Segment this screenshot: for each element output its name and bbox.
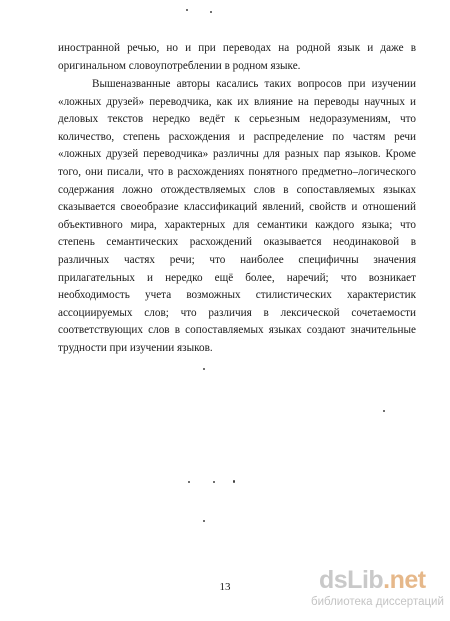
- scan-speck: [203, 368, 205, 370]
- text-line: степень семантических расхождений оказывается неодинаковой в: [58, 236, 416, 249]
- scan-speck: [188, 481, 190, 483]
- text-line: того, они писали, что в расхождениях понятного предметно–логического: [58, 165, 416, 178]
- text-line: объективного мира, характерных для семантики каждого языка; что: [58, 218, 416, 231]
- text-line: деловых текстов нередко ведёт к серьезным недоразумениям, что: [58, 113, 416, 126]
- text-line: оригинальном словоупотреблении в родном языке.: [58, 59, 301, 72]
- watermark-logo-main: dsLib: [319, 566, 384, 594]
- text-line: количество, степень расхождения и распределение по частям речи: [58, 130, 416, 143]
- scan-speck: [203, 520, 205, 522]
- page-number: 13: [219, 581, 231, 593]
- watermark-subtitle: библиотека диссертаций: [311, 596, 444, 608]
- watermark: [311, 566, 446, 616]
- text-line: «ложных друзей» переводчика, как их влияние на переводы научных и: [58, 95, 416, 108]
- text-line: прилагательных и нередко ещё более, наречий; что возникает: [58, 271, 416, 284]
- scan-speck: [186, 9, 188, 11]
- paragraph-2: [58, 76, 416, 358]
- scan-speck: [213, 481, 215, 483]
- text-line: Вышеназванные авторы касались таких вопросов при изучении: [92, 78, 416, 90]
- paragraph-1: [58, 40, 416, 75]
- watermark-logo-suffix: .net: [383, 566, 426, 594]
- text-line: «ложных друзей переводчика» различны для разных пар языков. Кроме: [58, 148, 416, 161]
- text-line: иностранной речью, но и при переводах на родной язык и даже в: [58, 42, 416, 54]
- scan-speck: [383, 410, 385, 412]
- scan-speck: [210, 11, 212, 13]
- text-line: сказывается своеобразие классификаций явлений, свойств и отношений: [58, 201, 416, 214]
- text-line: различных частях речи; что наиболее специфичны значения: [58, 253, 416, 266]
- scan-speck: [233, 480, 235, 483]
- watermark-logo: [319, 566, 426, 595]
- text-line: необходимость учета возможных стилистических характеристик: [58, 289, 416, 302]
- text-line: соответствующих слов в сопоставляемых языках создают значительные: [58, 324, 416, 337]
- text-line: содержания ложно отождествляемых слов в сопоставляемых языках: [58, 183, 416, 196]
- text-line: трудности при изучении языков.: [58, 341, 213, 354]
- text-line: ассоциируемых слов; что различия в лексической сочетаемости: [58, 306, 416, 319]
